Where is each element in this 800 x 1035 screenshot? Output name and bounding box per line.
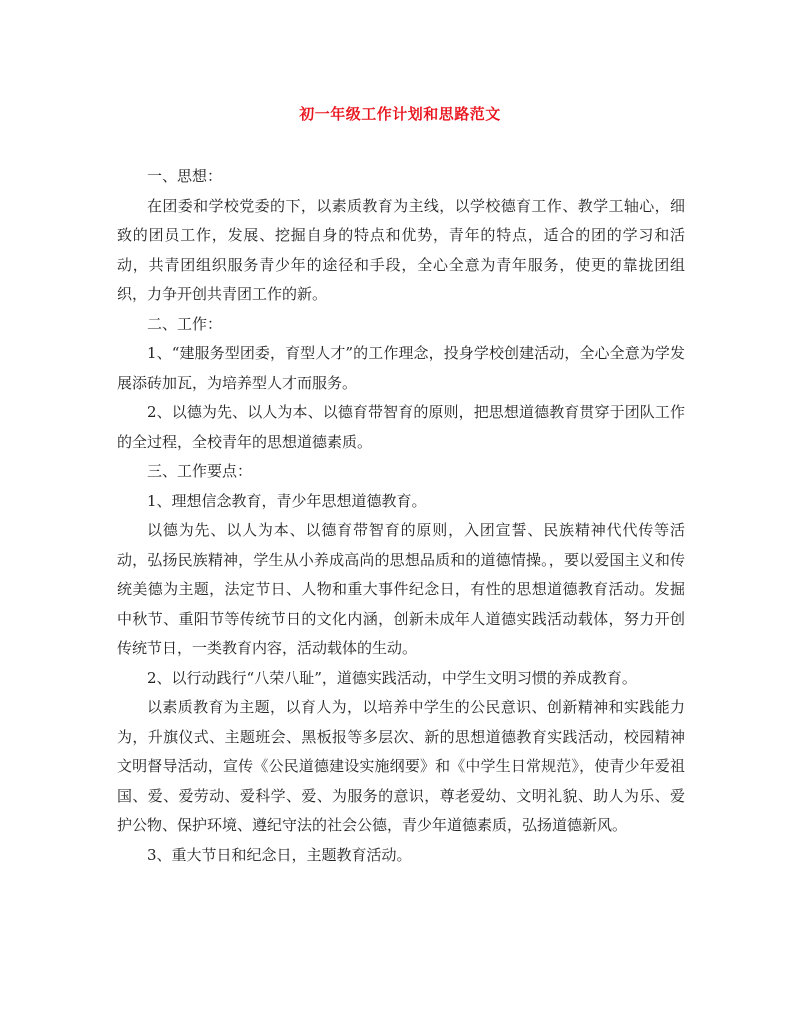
- paragraph-thought-body: 在团委和学校党委的下，以素质教育为主线，以学校德育工作、教学工轴心，细致的团员工作，发展、挖掘自身的特点和优势，青年的特点，适合的团的学习和活动，共青团组织服务青少年的途径和手段，全心全意为青年服务，使更的靠拢团组织，力争开创共青团工作的新。: [117, 196, 685, 303]
- section-heading-work: 二、工作：: [147, 314, 223, 333]
- key-point-2-heading: 2、以行动践行“八荣八耻”，道德实践活动，中学生文明习惯的养成教育。: [147, 668, 637, 687]
- paragraph-work-2: 2、以德为先、以人为本、以德育带智育的原则，把思想道德教育贯穿于团队工作的全过程，全校青年的思想道德素质。: [117, 403, 685, 451]
- document-title: 初一年级工作计划和思路范文: [299, 105, 501, 123]
- key-point-1-body: 以德为先、以人为本、以德育带智育的原则，入团宣誓、民族精神代代传等活动，弘扬民族精神，学生从小养成高尚的思想品质和的道德情操。，要以爱国主义和传统美德为主题，法定节日、人物和重大事件纪念日，有性的思想道德教育活动。发掘中秋节、重阳节等传统节日的文化内涵，创新未成年人道德实践活动载体，努力开创传统节日，一类教育内容，活动载体的生动。: [117, 521, 685, 657]
- section-heading-thought: 一、思想：: [147, 167, 223, 185]
- paragraph-work-1: 1、“建服务型团委，育型人才”的工作理念，投身学校创建活动，全心全意为学发展添砖加瓦，为培养型人才而服务。: [117, 344, 685, 392]
- key-point-3-heading: 3、重大节日和纪念日，主题教育活动。: [147, 845, 412, 864]
- key-point-2-body: 以素质教育为主题，以育人为，以培养中学生的公民意识、创新精神和实践能力为，升旗仪式、主题班会、黑板报等多层次、新的思想道德教育实践活动，校园精神文明督导活动，宣传《公民道德建设实施纲要》和《中学生日常规范》，使青少年爱祖国、爱、爱劳动、爱科学、爱、为服务的意识，尊老爱幼、文明礼貌、助人为乐、爱护公物、保护环境、遵纪守法的社会公德，青少年道德素质，弘扬道德新风。: [117, 698, 685, 834]
- section-heading-key-points: 三、工作要点：: [147, 462, 253, 480]
- document-body: [117, 162, 685, 870]
- key-point-1-heading: 1、理想信念教育，青少年思想道德教育。: [147, 491, 427, 510]
